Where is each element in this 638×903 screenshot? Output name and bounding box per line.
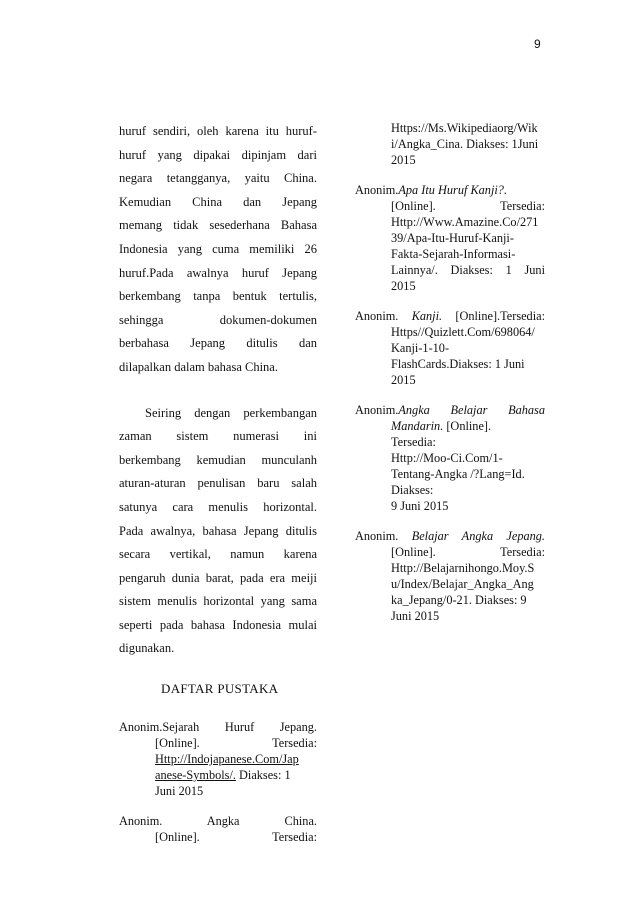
ref-title: Mandarin. [391, 419, 444, 433]
text-line: berkembang kemudian munculanh [119, 452, 317, 467]
reference-entry [119, 719, 317, 799]
page-number: 9 [534, 37, 541, 51]
ref-author: Anonim. [355, 403, 399, 417]
reference-entry [355, 528, 545, 624]
ref-line: ka_Jepang/0-21. Diakses: 9 [391, 593, 527, 607]
ref-date: 2015 [391, 279, 416, 293]
text-line: berkembang tanpa bentuk tertulis, [119, 289, 317, 304]
reference-entry [355, 308, 545, 388]
ref-author-title: Anonim. Angka China. [119, 814, 317, 829]
reference-entry [355, 182, 545, 294]
ref-line: Diakses: [391, 483, 434, 497]
ref-url: Https://Ms.Wikipediaorg/Wik [391, 121, 538, 135]
text-line: Seiring dengan perkembangan [145, 405, 317, 420]
ref-author: Anonim. [355, 309, 399, 323]
text-line: Kemudian China dan Jepang [119, 194, 317, 209]
ref-title: Belajar Angka Jepang. [398, 529, 545, 543]
text-line: huruf sendiri, oleh karena itu huruf- [119, 124, 317, 138]
left-column [119, 120, 317, 859]
ref-title: Angka Belajar Bahasa [398, 403, 545, 417]
text-line: seperti pada bahasa Indonesia mulai [119, 617, 317, 632]
ref-date: Juni 2015 [155, 784, 204, 799]
bibliography-heading: DAFTAR PUSTAKA [161, 681, 279, 697]
ref-date: 9 Juni 2015 [391, 499, 449, 513]
text-line: huruf.Pada awalnya huruf Jepang [119, 265, 317, 280]
ref-line: [Online]. Tersedia: [391, 199, 545, 213]
text-line: huruf yang dipakai dipinjam dari [119, 147, 317, 162]
text-line: sistem menulis horizontal yang sama [119, 594, 317, 609]
ref-url[interactable]: anese-Symbols/. [155, 768, 236, 783]
ref-line: [Online].Tersedia: [442, 309, 545, 323]
ref-date: Juni 2015 [391, 609, 440, 623]
reference-entry-continued [355, 120, 545, 168]
text-line: zaman sistem numerasi ini [119, 429, 317, 444]
text-line: negara tetangganya, yaitu China. [119, 171, 317, 186]
ref-line: Tersedia: [391, 435, 436, 449]
ref-line: i/Angka_Cina. Diakses: 1Juni [391, 137, 539, 151]
ref-title: Kanji. [411, 309, 443, 323]
text-line: sehingga dokumen-dokumen [119, 312, 317, 327]
reference-entry [355, 402, 545, 514]
ref-url: 39/Apa-Itu-Huruf-Kanji- [391, 231, 514, 245]
body-paragraph-2 [119, 402, 317, 662]
text-line: Pada awalnya, bahasa Jepang ditulis [119, 523, 317, 538]
ref-line: FlashCards.Diakses: 1 Juni [391, 357, 525, 371]
ref-url: Http://Moo-Ci.Com/1- [391, 451, 503, 465]
ref-line: [Online]. [443, 419, 492, 433]
ref-url: Fakta-Sejarah-Informasi- [391, 247, 516, 261]
text-line: dilapalkan dalam bahasa China. [119, 359, 278, 374]
text-line: secara vertikal, namun karena [119, 547, 317, 562]
ref-line: [Online]. Tersedia: [155, 830, 317, 845]
text-line: pengaruh dunia barat, pada era meiji [119, 570, 317, 585]
ref-line: [Online]. Tersedia: [391, 545, 545, 559]
ref-url: Https//Quizlett.Com/698064/ [391, 325, 535, 339]
text-line: Indonesia yang cuma memiliki 26 [119, 241, 317, 256]
ref-line: Diakses: 1 [235, 768, 291, 783]
ref-url: Http://Belajarnihongo.Moy.S [391, 561, 535, 575]
ref-date: 2015 [391, 153, 416, 167]
ref-url[interactable]: Http://Indojapanese.Com/Jap [155, 752, 299, 767]
ref-url: Tentang-Angka /?Lang=Id. [391, 467, 525, 481]
ref-url: Kanji-1-10- [391, 341, 450, 355]
text-line: digunakan. [119, 641, 175, 656]
text-line: satunya cara menulis horizontal. [119, 499, 317, 514]
ref-title: Apa Itu Huruf Kanji?. [398, 183, 508, 197]
ref-line: [Online]. Tersedia: [155, 736, 317, 751]
text-line: berbahasa Jepang ditulis dan [119, 336, 317, 351]
ref-date: 2015 [391, 373, 416, 387]
text-line: memang tidak sesederhana Bahasa [119, 218, 317, 233]
text-line: aturan-aturan penulisan baru salah [119, 476, 317, 491]
ref-line: Lainnya/. Diakses: 1 Juni [391, 263, 545, 277]
ref-author-title: Anonim.Sejarah Huruf Jepang. [119, 720, 317, 735]
right-column [355, 120, 545, 638]
body-paragraph-1 [119, 120, 317, 380]
ref-author: Anonim. [355, 183, 399, 197]
ref-url: u/Index/Belajar_Angka_Ang [391, 577, 534, 591]
ref-author: Anonim. [355, 529, 399, 543]
ref-url: Http://Www.Amazine.Co/271 [391, 215, 539, 229]
reference-entry [119, 813, 317, 845]
